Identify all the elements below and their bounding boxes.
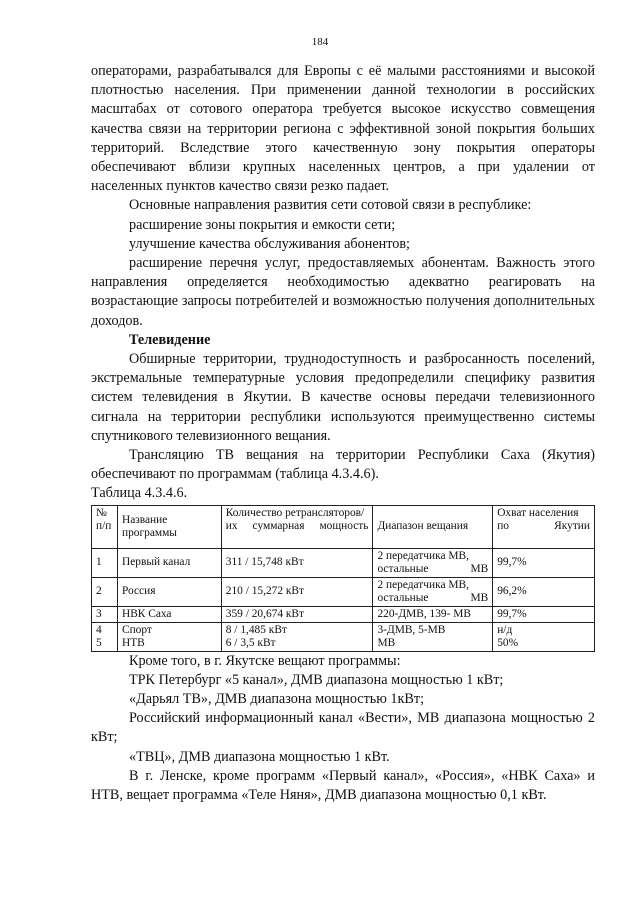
cell-num: 4 bbox=[96, 623, 102, 636]
list-item: «Дарьял ТВ», ДМВ диапазона мощностью 1кВт; bbox=[129, 691, 425, 708]
cell-name-stack bbox=[117, 622, 221, 651]
header-coverage: Охват населения по Якутии bbox=[493, 505, 595, 548]
table-header-row bbox=[92, 505, 595, 548]
cell-coverage: 99,7% bbox=[493, 548, 595, 577]
header-count: Количество ретрансляторов/ их суммарная мощность bbox=[221, 505, 373, 548]
cell-range: 3-ДМВ, 5-МВ bbox=[377, 623, 446, 636]
table-row-merged bbox=[92, 622, 595, 651]
cell-num-stack bbox=[92, 622, 118, 651]
cell-range: 2 передатчика МВ, остальные МВ bbox=[373, 577, 493, 606]
cell-name: НВК Саха bbox=[117, 606, 221, 622]
header-name: Название программы bbox=[117, 505, 221, 548]
cell-num: 3 bbox=[92, 606, 118, 622]
document-body bbox=[91, 62, 595, 805]
section-heading: Телевидение bbox=[129, 331, 211, 348]
cell-count: 6 / 3,5 кВт bbox=[225, 636, 276, 649]
cell-name: Спорт bbox=[121, 623, 152, 636]
cell-num: 1 bbox=[92, 548, 118, 577]
paragraph: Кроме того, в г. Якутске вещают программы: bbox=[129, 652, 401, 669]
cell-coverage: 96,2% bbox=[493, 577, 595, 606]
paragraph: Трансляцию ТВ вещания на территории Республики Саха (Якутия) обеспечивают по программам (таблица 4.3.4.6). bbox=[91, 447, 595, 483]
header-range: Диапазон вещания bbox=[373, 505, 493, 548]
cell-count: 359 / 20,674 кВт bbox=[221, 606, 373, 622]
paragraph: В г. Ленске, кроме программ «Первый канал», «Россия», «НВК Саха» и НТВ, вещает программа «Теле Няня», ДМВ диапазона мощностью 0,1 кВт. bbox=[91, 767, 595, 804]
table-caption: Таблица 4.3.4.6. bbox=[91, 485, 188, 502]
cell-count: 210 / 15,272 кВт bbox=[221, 577, 373, 606]
table-row bbox=[92, 606, 595, 622]
paragraph: Основные направления развития сети сотовой связи в республике: bbox=[129, 197, 532, 214]
cell-coverage: 50% bbox=[497, 636, 519, 649]
cell-coverage: н/д bbox=[497, 623, 513, 636]
cell-range-stack bbox=[373, 622, 493, 651]
cell-coverage: 99,7% bbox=[493, 606, 595, 622]
cell-name: НТВ bbox=[121, 636, 145, 649]
list-item: Российский информационный канал «Вести», МВ диапазона мощностью 2 кВт; bbox=[91, 710, 595, 746]
table-row bbox=[92, 548, 595, 577]
cell-coverage-stack bbox=[493, 622, 595, 651]
tv-programs-table bbox=[91, 505, 595, 652]
cell-range: 2 передатчика МВ, остальные МВ bbox=[373, 548, 493, 577]
list-item: расширение зоны покрытия и емкости сети; bbox=[129, 216, 396, 233]
header-num: № п/п bbox=[92, 505, 118, 548]
page-number: 184 bbox=[311, 36, 329, 48]
cell-num: 5 bbox=[96, 636, 102, 649]
cell-name: Россия bbox=[117, 577, 221, 606]
list-item: расширение перечня услуг, предоставляемых абонентам. Важность этого направления определяется необходимостью адекватно реагировать на возрастающие запросы потребителей и возможностью получения дополнительных доходов. bbox=[91, 255, 595, 329]
cell-name: Первый канал bbox=[117, 548, 221, 577]
cell-range: МВ bbox=[377, 636, 396, 649]
list-item: ТРК Петербург «5 канал», ДМВ диапазона мощностью 1 кВт; bbox=[129, 671, 504, 688]
cell-count-stack bbox=[221, 622, 373, 651]
paragraph: Обширные территории, труднодоступность и разбросанность поселений, экстремальные температурные условия предопределили специфику развития систем телевидения в Якутии. В качестве основы передачи телевизионного сигнала на территории республики используются преимущественно системы спутникового телевизионного вещания. bbox=[91, 351, 595, 444]
list-item: улучшение качества обслуживания абонентов; bbox=[129, 235, 410, 252]
cell-count: 311 / 15,748 кВт bbox=[221, 548, 373, 577]
list-item: «ТВЦ», ДМВ диапазона мощностью 1 кВт. bbox=[129, 748, 390, 765]
cell-num: 2 bbox=[92, 577, 118, 606]
cell-count: 8 / 1,485 кВт bbox=[225, 623, 287, 636]
table-row bbox=[92, 577, 595, 606]
cell-range: 220-ДМВ, 139- МВ bbox=[373, 606, 493, 622]
paragraph: операторами, разрабатывался для Европы с её малыми расстояниями и высокой плотностью населения. При применении данной технологии в российских масштабах от сотового оператора требуется высокое искусство совмещения качества связи на территории региона с эффективной зоной покрытия больших территорий. Вследствие этого качественную зону покрытия операторы обеспечивают вблизи крупных населенных центров, а при удалении от населенных пунктов качество связи резко падает. bbox=[91, 63, 595, 195]
